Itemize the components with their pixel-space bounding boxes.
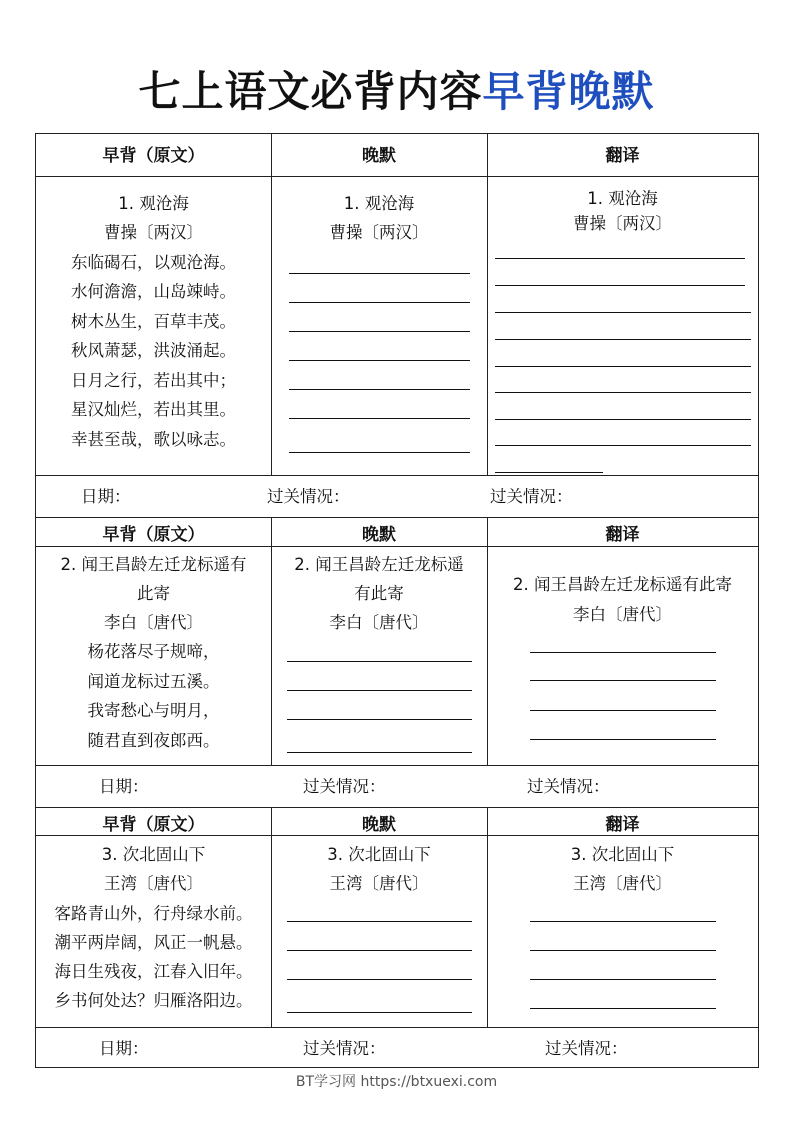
- poem-line: 乡书何处达？归雁洛阳边。: [54, 991, 253, 1010]
- poem-line: 日月之行，若出其中；: [71, 371, 236, 390]
- poem-author: 曹操〔两汉〕: [104, 223, 203, 242]
- dictation-blank-line[interactable]: [289, 331, 470, 332]
- dictation-blank-line[interactable]: [287, 950, 472, 951]
- row-divider: [36, 765, 758, 766]
- translation-blank-line[interactable]: [495, 366, 751, 367]
- page-title-accent: 早背晚默: [482, 67, 655, 116]
- header-original: 早背（原文）: [102, 146, 205, 166]
- translation-blank-line[interactable]: [495, 285, 745, 286]
- translation-poem-title: 2. 闻王昌龄左迁龙标遥有此寄: [513, 575, 732, 594]
- translation-poem-title: 1. 观沧海: [587, 189, 658, 208]
- poem-line: 幸甚至哉，歌以咏志。: [71, 430, 236, 449]
- poem-author: 李白〔唐代〕: [104, 613, 203, 632]
- dictation-blank-line[interactable]: [287, 752, 472, 753]
- poem-line: 我寄愁心与明月，: [87, 701, 220, 720]
- row-divider: [36, 1027, 758, 1028]
- dictation-blank-line[interactable]: [287, 690, 472, 691]
- translation-blank-line[interactable]: [495, 445, 751, 446]
- worksheet-table: [35, 133, 759, 1068]
- poem-line: 潮平两岸阔，风正一帆悬。: [54, 933, 253, 952]
- dictation-poem-title: 3. 次北固山下: [327, 845, 431, 864]
- page-title: [0, 62, 793, 122]
- dictation-poem-title: 有此寄: [354, 584, 404, 603]
- dictation-blank-line[interactable]: [287, 979, 472, 980]
- dictation-blank-line[interactable]: [289, 389, 470, 390]
- poem-line: 东临碣石，以观沧海。: [71, 253, 236, 272]
- status-label: 过关情况：: [545, 1039, 628, 1058]
- translation-blank-line[interactable]: [530, 710, 716, 711]
- dictation-blank-line[interactable]: [289, 360, 470, 361]
- header-translation: 翻译: [605, 146, 640, 166]
- header-dictation: 晚默: [362, 815, 396, 835]
- header-translation: 翻译: [605, 815, 640, 835]
- status-label: 过关情况：: [267, 487, 350, 506]
- dictation-poem-author: 李白〔唐代〕: [329, 613, 429, 632]
- translation-blank-line[interactable]: [530, 652, 716, 653]
- poem-line: 闻道龙标过五溪。: [87, 672, 220, 691]
- dictation-blank-line[interactable]: [289, 302, 470, 303]
- poem-line: 水何澹澹，山岛竦峙。: [71, 282, 236, 301]
- dictation-poem-author: 王湾〔唐代〕: [329, 874, 429, 893]
- poem-line: 星汉灿烂，若出其里。: [71, 400, 236, 419]
- translation-blank-line[interactable]: [495, 419, 751, 420]
- status-label: 过关情况：: [490, 487, 573, 506]
- translation-blank-line[interactable]: [530, 739, 716, 740]
- poem-author: 王湾〔唐代〕: [104, 874, 203, 893]
- poem-line: 海日生残夜，江春入旧年。: [54, 962, 253, 981]
- dictation-blank-line[interactable]: [289, 418, 470, 419]
- translation-blank-line[interactable]: [530, 950, 716, 951]
- translation-blank-line[interactable]: [495, 258, 745, 259]
- status-label: 过关情况：: [527, 777, 610, 796]
- poem-line: 客路青山外，行舟绿水前。: [54, 904, 253, 923]
- dictation-blank-line[interactable]: [287, 921, 472, 922]
- translation-blank-line[interactable]: [530, 1008, 716, 1009]
- translation-poem-author: 李白〔唐代〕: [573, 605, 672, 624]
- row-divider: [36, 546, 758, 547]
- col-divider: [271, 134, 272, 475]
- translation-blank-line[interactable]: [495, 392, 751, 393]
- dictation-blank-line[interactable]: [289, 273, 470, 274]
- translation-blank-line[interactable]: [495, 472, 603, 473]
- header-translation: 翻译: [605, 525, 640, 545]
- poem-line: 秋风萧瑟，洪波涌起。: [71, 341, 236, 360]
- header-original: 早背（原文）: [102, 525, 205, 545]
- poem-line: 随君直到夜郎西。: [87, 731, 220, 750]
- translation-poem-title: 3. 次北固山下: [570, 845, 675, 864]
- dictation-blank-line[interactable]: [289, 452, 470, 453]
- page-title-main: 七上语文必背内容: [138, 67, 483, 116]
- translation-blank-line[interactable]: [530, 680, 716, 681]
- translation-blank-line[interactable]: [495, 339, 751, 340]
- poem-title: 1. 观沧海: [118, 194, 189, 213]
- col-divider: [487, 517, 488, 765]
- translation-blank-line[interactable]: [530, 921, 716, 922]
- translation-poem-author: 王湾〔唐代〕: [573, 874, 672, 893]
- row-divider: [36, 517, 758, 518]
- row-divider: [36, 176, 758, 177]
- dictation-poem-author: 曹操〔两汉〕: [329, 223, 429, 242]
- row-divider: [36, 475, 758, 476]
- poem-title: 3. 次北固山下: [101, 845, 206, 864]
- row-divider: [36, 807, 758, 808]
- date-label: 日期：: [99, 1039, 149, 1058]
- dictation-blank-line[interactable]: [287, 661, 472, 662]
- date-label: 日期：: [81, 487, 131, 506]
- poem-line: 树木丛生，百草丰茂。: [71, 312, 236, 331]
- translation-poem-author: 曹操〔两汉〕: [573, 214, 672, 233]
- poem-title: 2. 闻王昌龄左迁龙标遥有: [60, 555, 247, 574]
- poem-title: 此寄: [137, 584, 170, 603]
- site-watermark: BT学习网 https://btxuexi.com: [295, 1074, 498, 1090]
- header-dictation: 晚默: [362, 146, 396, 166]
- dictation-poem-title: 1. 观沧海: [343, 194, 415, 213]
- dictation-blank-line[interactable]: [287, 719, 472, 720]
- header-dictation: 晚默: [362, 525, 396, 545]
- status-label: 过关情况：: [303, 777, 386, 796]
- date-label: 日期：: [99, 777, 149, 796]
- poem-line: 杨花落尽子规啼，: [87, 642, 220, 661]
- status-label: 过关情况：: [303, 1039, 386, 1058]
- dictation-blank-line[interactable]: [287, 1012, 472, 1013]
- header-original: 早背（原文）: [102, 815, 205, 835]
- translation-blank-line[interactable]: [495, 312, 751, 313]
- translation-blank-line[interactable]: [530, 979, 716, 980]
- dictation-poem-title: 2. 闻王昌龄左迁龙标遥: [294, 555, 464, 574]
